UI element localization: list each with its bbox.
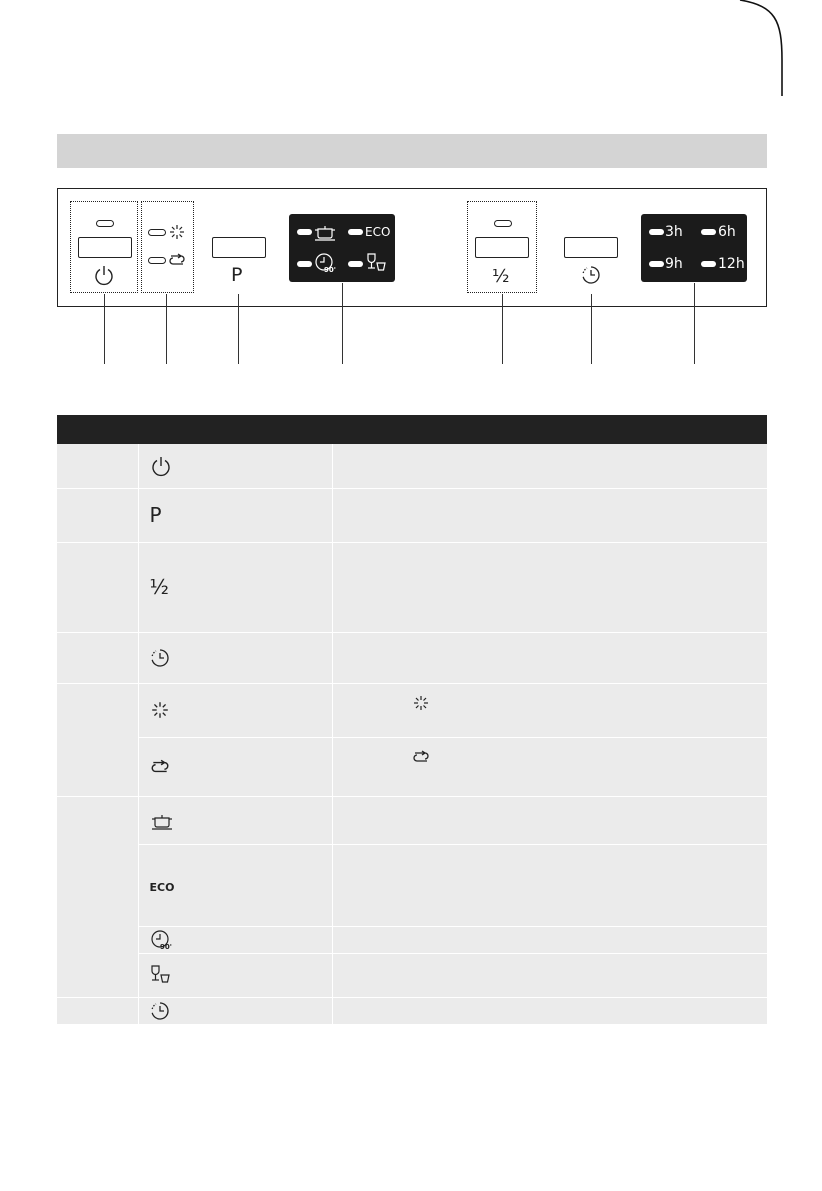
delay-timer-icon [150, 1001, 170, 1021]
power-button[interactable] [78, 237, 132, 258]
delay-12h-led [701, 261, 716, 267]
leader-line-6 [591, 294, 592, 364]
table-row [57, 926, 767, 953]
header-description [332, 415, 767, 444]
eco-led [348, 229, 363, 235]
eco-label: ECO [365, 225, 391, 239]
section-title-bar [57, 134, 767, 168]
delay-12h-label: 12h [718, 256, 745, 272]
salt-refill-icon [150, 757, 170, 777]
table-row [57, 997, 767, 1024]
rinse-aid-led [148, 229, 166, 236]
table-row [57, 844, 767, 926]
rinse-aid-inline-icon [412, 694, 430, 712]
leader-line-1 [104, 294, 105, 364]
power-icon [93, 264, 115, 286]
table-row [57, 683, 767, 737]
row-description [332, 926, 767, 953]
row-description [332, 542, 767, 632]
half-load-button[interactable] [475, 237, 529, 258]
delay-timer-icon [581, 265, 601, 285]
table-row [57, 953, 767, 997]
intensive-led [297, 229, 312, 235]
row-description [332, 488, 767, 542]
quick-90-icon [314, 252, 336, 274]
svg-text:90': 90' [159, 942, 172, 951]
delay-9h-led [649, 261, 664, 267]
row-description [332, 444, 767, 488]
half-load-led [494, 220, 512, 227]
leader-line-4 [342, 283, 343, 364]
salt-refill-icon [168, 251, 186, 269]
svg-text:90': 90' [324, 266, 336, 274]
table-row [57, 542, 767, 632]
rinse-aid-icon [150, 700, 170, 720]
rinse-aid-icon [168, 223, 186, 241]
leader-line-5 [502, 294, 503, 364]
row-description [332, 844, 767, 926]
delay-indicator-panel [641, 214, 747, 282]
quick-led [297, 261, 312, 267]
program-symbol: P [231, 264, 243, 286]
control-panel [57, 188, 767, 307]
salt-inline-icon [412, 748, 430, 766]
delay-3h-led [649, 229, 664, 235]
glass-icon [366, 252, 388, 274]
indicator-group [141, 201, 194, 293]
table-row [57, 737, 767, 796]
salt-led [148, 257, 166, 264]
table-row [57, 796, 767, 844]
table-row [57, 632, 767, 683]
row-description [332, 953, 767, 997]
table-row [57, 444, 767, 488]
half-load-symbol: ½ [149, 574, 169, 599]
leader-line-3 [238, 294, 239, 364]
row-description [332, 796, 767, 844]
table-row [57, 488, 767, 542]
delay-6h-label: 6h [718, 224, 736, 240]
half-load-symbol: ½ [492, 266, 510, 287]
delay-button[interactable] [564, 237, 618, 258]
delay-9h-label: 9h [665, 256, 683, 272]
delay-3h-label: 3h [665, 224, 683, 240]
power-led [96, 220, 114, 227]
leader-line-2 [166, 294, 167, 364]
delay-6h-led [701, 229, 716, 235]
header-number [57, 415, 138, 444]
row-description [332, 632, 767, 683]
intensive-pot-icon [313, 221, 337, 241]
quick-90-icon [150, 929, 172, 951]
delay-timer-icon [150, 648, 170, 668]
program-indicator-panel [289, 214, 395, 282]
leader-line-7 [694, 283, 695, 364]
program-symbol: P [149, 502, 162, 527]
row-description [332, 997, 767, 1024]
program-button[interactable] [212, 237, 266, 258]
control-reference-table [57, 415, 767, 1025]
glass-led [348, 261, 363, 267]
table-header-row [57, 415, 767, 444]
power-icon [150, 455, 172, 477]
header-button [138, 415, 332, 444]
glass-icon [150, 964, 172, 986]
eco-symbol: ECO [149, 880, 175, 894]
intensive-pot-icon [150, 810, 174, 830]
